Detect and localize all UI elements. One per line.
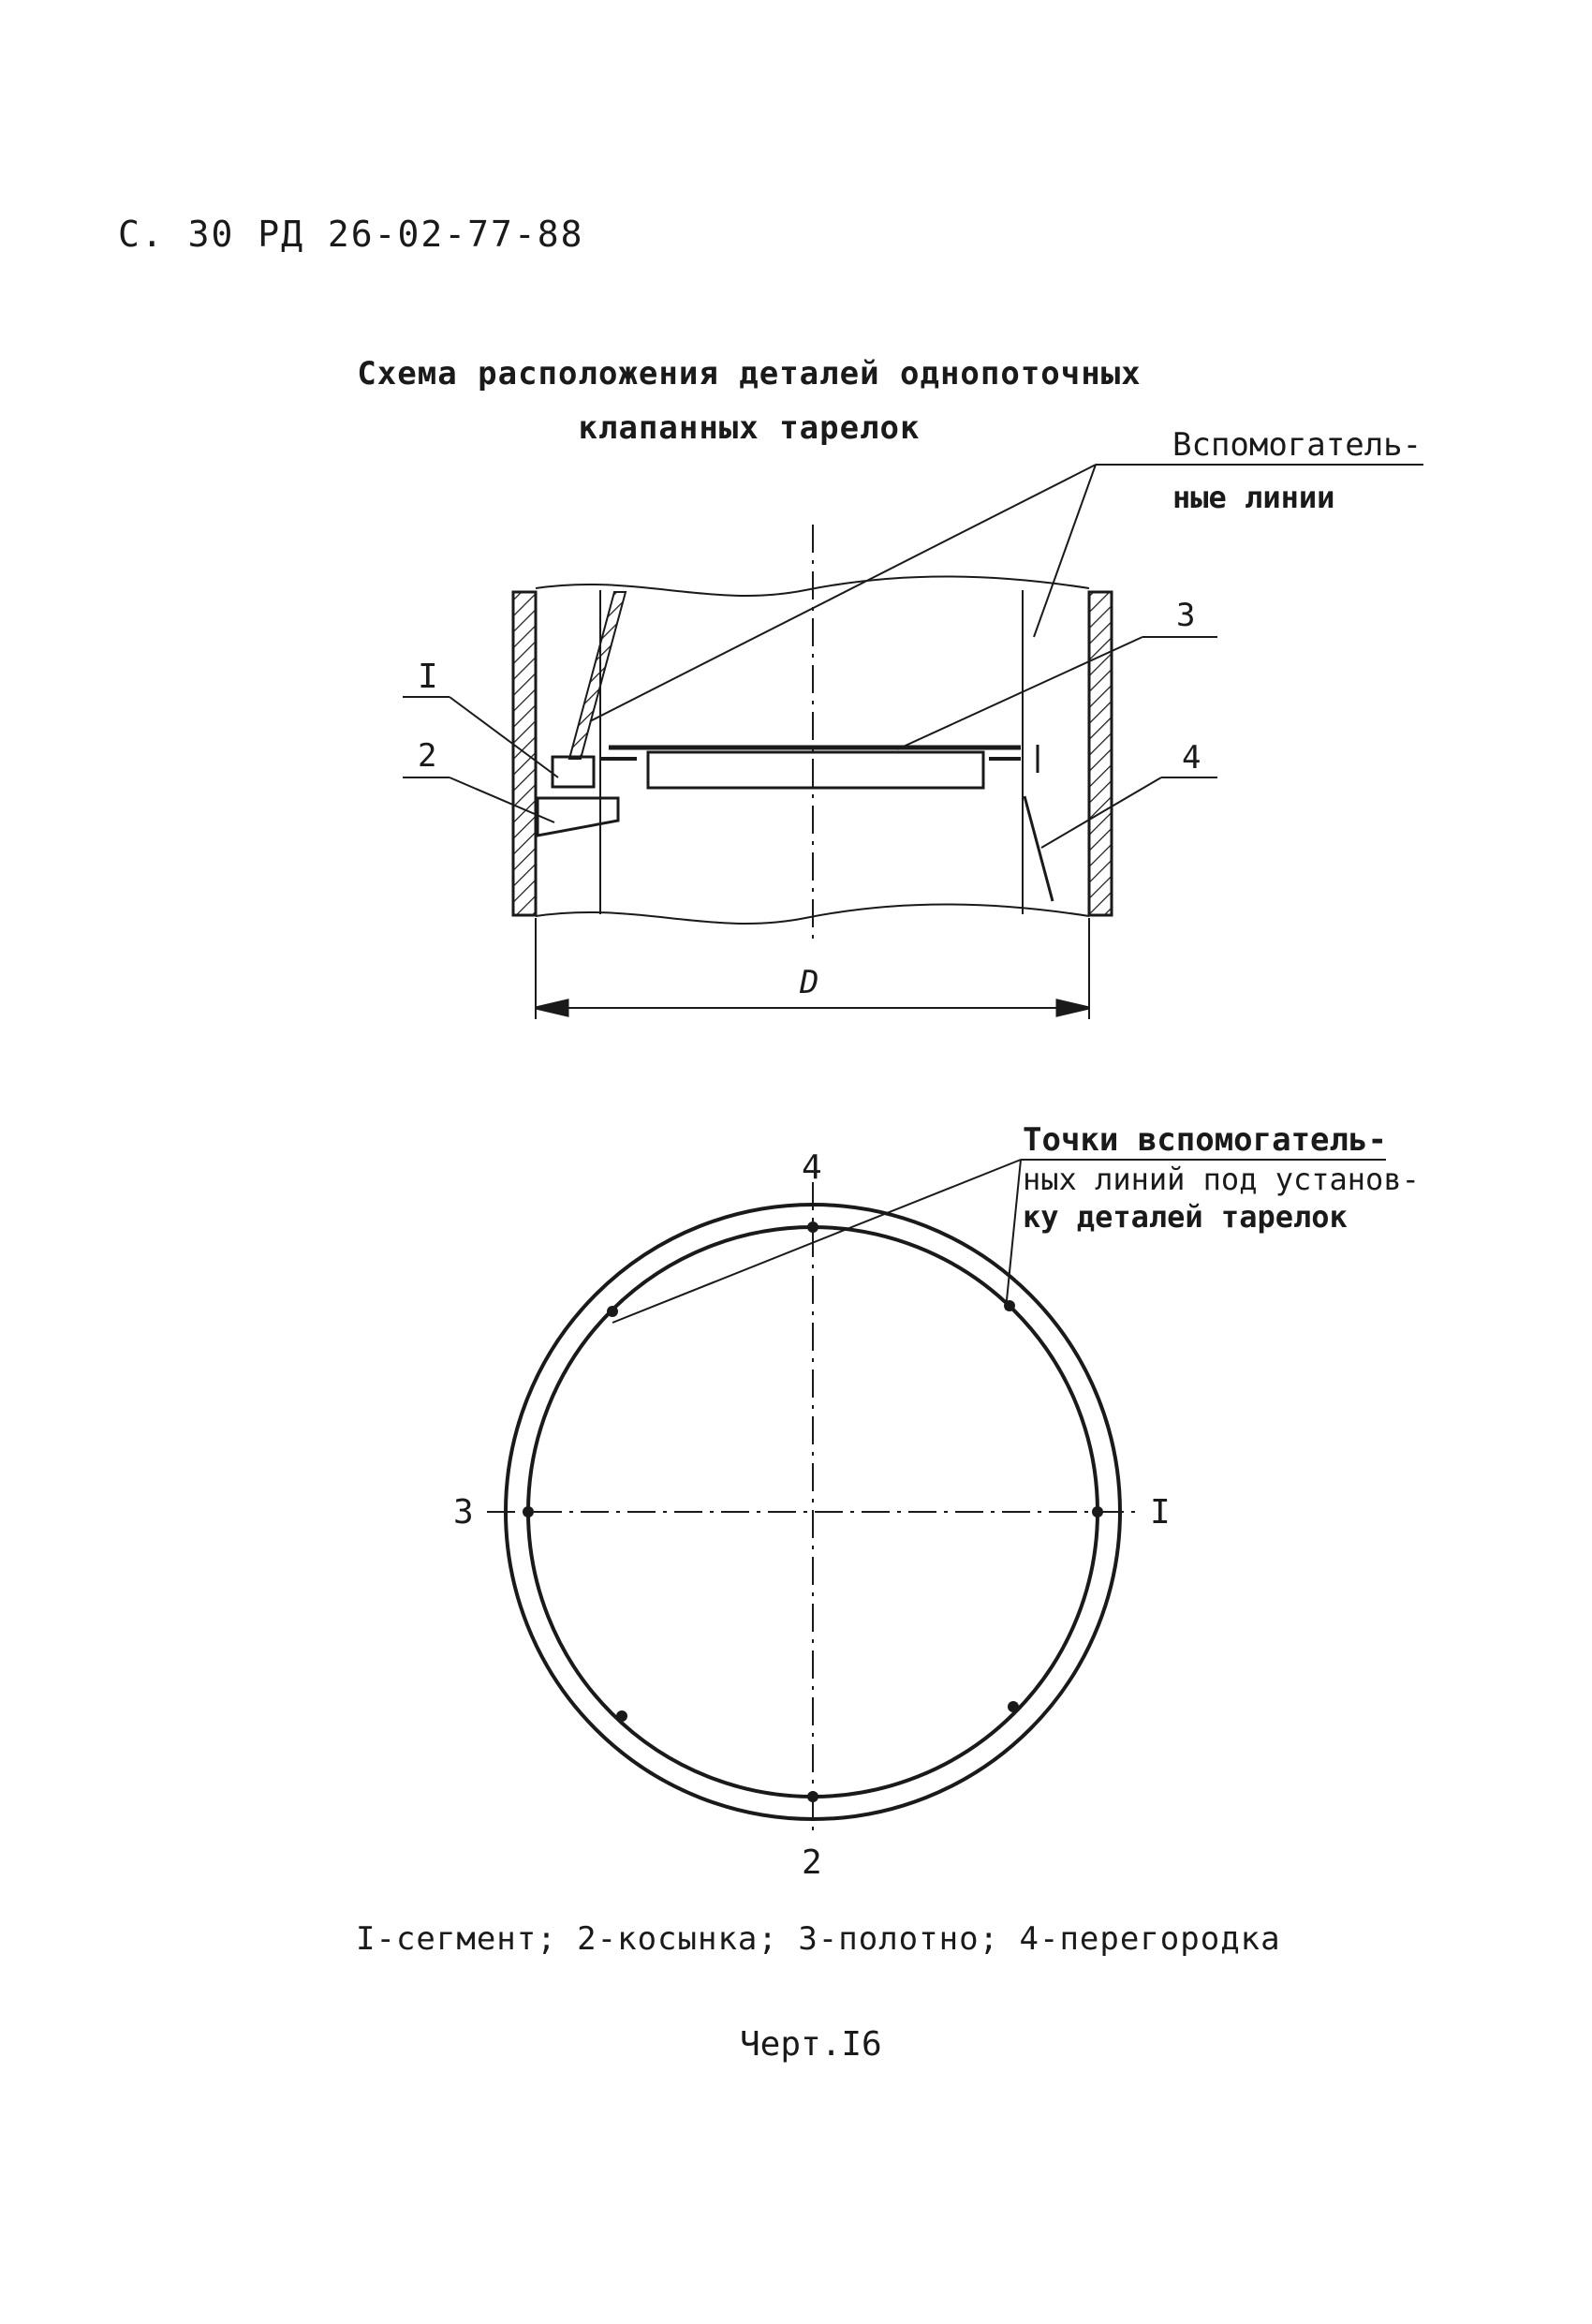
- position-right-label: I: [1150, 1493, 1171, 1532]
- inclined-baffle-left: [569, 592, 626, 759]
- aux-point: [807, 1791, 818, 1802]
- aux-point: [607, 1306, 618, 1317]
- aux-point: [807, 1221, 818, 1233]
- section-view: [403, 465, 1423, 1019]
- dimension-d-label: D: [800, 964, 819, 1001]
- position-left-label: 3: [453, 1493, 474, 1532]
- dimension-arrow-right: [1057, 1000, 1089, 1015]
- plan-view: [487, 1160, 1386, 1836]
- aux-point: [616, 1710, 627, 1722]
- points-leader-2: [1006, 1160, 1021, 1310]
- partition-part: [1024, 796, 1053, 901]
- callout-2-label: 2: [418, 737, 437, 775]
- points-label-2: ных линий под установ-: [1023, 1162, 1420, 1197]
- aux-point: [1092, 1506, 1103, 1517]
- points-label-3: ку деталей тарелок: [1023, 1199, 1348, 1235]
- aux-point: [523, 1506, 534, 1517]
- aux-lines-label-1: Вспомогатель-: [1172, 426, 1422, 464]
- position-bottom-label: 2: [802, 1843, 822, 1882]
- position-top-label: 4: [802, 1148, 822, 1187]
- drawing-title-line-2: клапанных тарелок: [578, 409, 921, 447]
- dimension-arrow-left: [536, 1000, 568, 1015]
- figure-caption: Черт.I6: [740, 2025, 882, 2064]
- segment-part: [553, 757, 594, 787]
- tray-body: [648, 752, 983, 788]
- aux-point: [1004, 1300, 1015, 1311]
- callout-3-label: 3: [1176, 597, 1196, 634]
- callout-4-label: 4: [1182, 739, 1201, 777]
- drawing-title-line-1: Схема расположения деталей однопоточных: [357, 355, 1142, 392]
- parts-legend: I-сегмент; 2-косынка; 3-полотно; 4-перегородка: [356, 1920, 1281, 1958]
- page-header: С. 30 РД 26-02-77-88: [118, 214, 584, 255]
- aux-point: [1008, 1701, 1019, 1712]
- callout-1-leader: [450, 697, 558, 777]
- gusset-part: [538, 798, 618, 836]
- aux-leader-1: [590, 465, 1096, 721]
- aux-lines-label-2: ные линии: [1172, 480, 1335, 515]
- callout-1-label: I: [418, 658, 438, 696]
- right-shell-wall: [1089, 592, 1112, 915]
- points-label-1: Точки вспомогатель-: [1023, 1121, 1387, 1159]
